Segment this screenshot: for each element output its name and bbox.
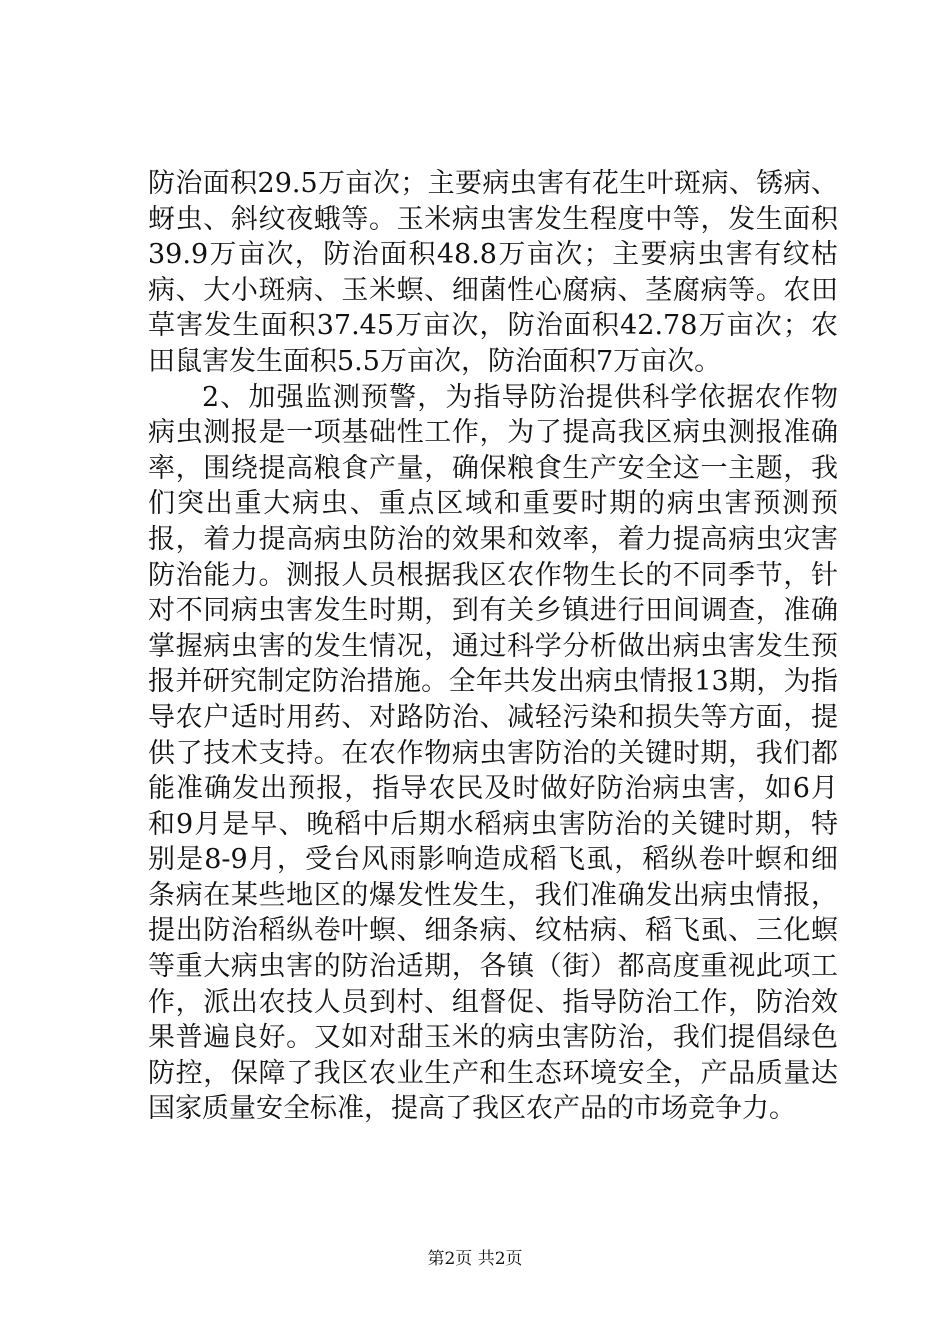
document-body xyxy=(148,166,838,1127)
paragraph-1: 防治面积29.5万亩次；主要病虫害有花生叶斑病、锈病、蚜虫、斜纹夜蛾等。玉米病虫害发生程度中等，发生面积39.9万亩次，防治面积48.8万亩次；主要病虫害有纹枯病、大小斑病、玉米螟、细菌性心腐病、茎腐病等。农田草害发生面积37.45万亩次，防治面积42.78万亩次；农田鼠害发生面积5.5万亩次，防治面积7万亩次。 xyxy=(148,168,838,377)
page-footer: 第2页 共2页 xyxy=(427,1249,523,1269)
paragraph-2: 2、加强监测预警，为指导防治提供科学依据农作物病虫测报是一项基础性工作，为了提高我区病虫测报准确率，围绕提高粮食产量，确保粮食生产安全这一主题，我们突出重大病虫、重点区域和重要时期的病虫害预测预报，着力提高病虫防治的效果和效率，着力提高病虫灾害防治能力。测报人员根据我区农作物生长的不同季节，针对不同病虫害发生时期，到有关乡镇进行田间调查，准确掌握病虫害的发生情况，通过科学分析做出病虫害发生预报并研究制定防治措施。全年共发出病虫情报13期，为指导农户适时用药、对路防治、减轻污染和损失等方面，提供了技术支持。在农作物病虫害防治的关键时期，我们都能准确发出预报，指导农民及时做好防治病虫害，如6月和9月是早、晚稻中后期水稻病虫害防治的关键时期，特别是8-9月，受台风雨影响造成稻飞虱，稻纵卷叶螟和细条病在某些地区的爆发性发生，我们准确发出病虫情报，提出防治稻纵卷叶螟、细条病、纹枯病、稻飞虱、三化螟等重大病虫害的防治适期，各镇（街）都高度重视此项工作，派出农技人员到村、组督促、指导防治工作，防治效果普遍良好。又如对甜玉米的病虫害防治，我们提倡绿色防控，保障了我区农业生产和生态环境安全，产品质量达国家质量安全标准，提高了我区农产品的市场竞争力。 xyxy=(148,381,838,1125)
